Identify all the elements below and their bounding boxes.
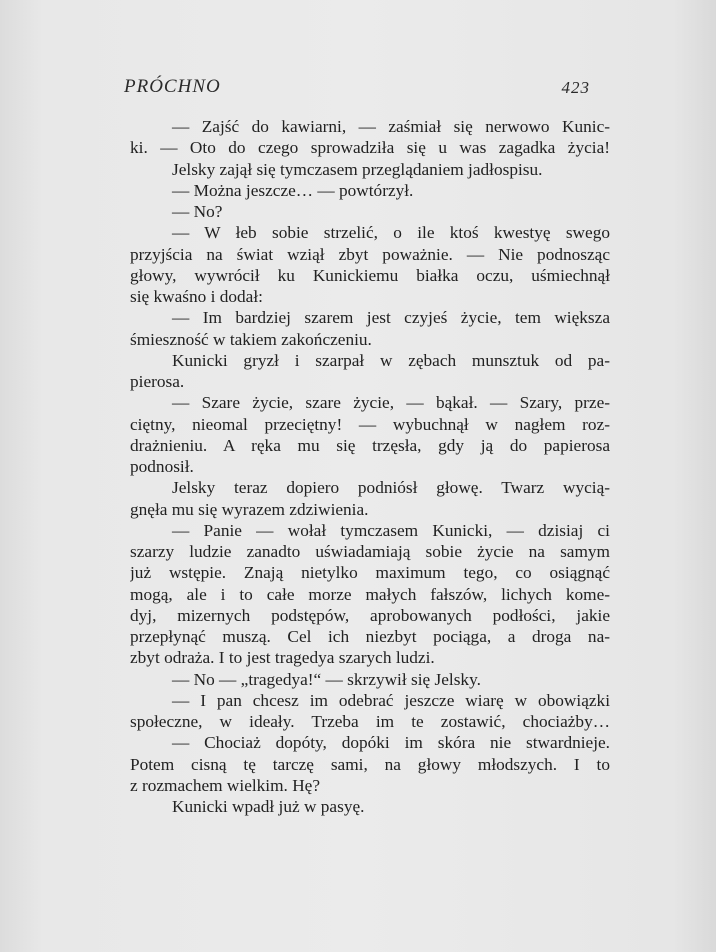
running-title: PRÓCHNO bbox=[124, 76, 221, 97]
text-line: — No? bbox=[172, 202, 223, 221]
text-line: Kunicki gryzł i szarpał w zębach munsztuk od pa- bbox=[172, 350, 610, 370]
text-line: — Im bardziej szarem jest czyjeś życie, tem większa bbox=[172, 308, 610, 328]
text-line: ciętny, nieomal przeciętny! — wybuchnął w nagłem roz- bbox=[130, 414, 610, 434]
text-line: z rozmachem wielkim. Hę? bbox=[130, 775, 321, 795]
text-line: się kwaśno i dodał: bbox=[130, 287, 263, 306]
text-line: dyj, mizernych podstępów, aprobowanych podłości, jakie bbox=[130, 605, 610, 625]
text-line: — Zajść do kawiarni, — zaśmiał się nerwowo Kunic- bbox=[172, 117, 610, 136]
text-line: — Szare życie, szare życie, — bąkał. — Szary, prze- bbox=[172, 393, 610, 413]
text-line: Potem cisną tę tarczę sami, na głowy młodszych. I to bbox=[130, 754, 610, 774]
text-line: śmieszność w takiem zakończeniu. bbox=[130, 329, 372, 349]
text-line: Jelsky teraz dopiero podniósł głowę. Twarz wycią- bbox=[172, 478, 610, 498]
text-line: już wstępie. Znają nietylko maximum tego, co osiągnąć bbox=[130, 563, 610, 583]
text-line: — Panie — wołał tymczasem Kunicki, — dzisiaj ci bbox=[172, 520, 610, 540]
text-line: gnęła mu się wyrazem zdziwienia. bbox=[130, 499, 369, 519]
text-line: — Chociaż dopóty, dopóki im skóra nie stwardnieje. bbox=[172, 733, 610, 753]
text-line: Jelsky zajął się tymczasem przeglądaniem jadłospisu. bbox=[172, 159, 543, 179]
text-line: — W łeb sobie strzelić, o ile ktoś kwestyę swego bbox=[172, 223, 610, 243]
text-line: przyjścia na świat wziął zbyt poważnie. — Nie podnosząc bbox=[130, 244, 610, 264]
text-line: przepłynąć muszą. Cel ich niezbyt pociąga, a droga na- bbox=[130, 627, 610, 646]
text-line: mogą, ale i to całe morze małych fałszów, lichych kome- bbox=[130, 584, 610, 604]
text-line: — No — „tragedya!“ — skrzywił się Jelsky. bbox=[172, 669, 481, 689]
text-line: podnosił. bbox=[130, 457, 194, 476]
text-line: — I pan chcesz im odebrać jeszcze wiarę w obowiązki bbox=[172, 690, 610, 710]
text-line: społeczne, w ideały. Trzeba im te zostawić, chociażby… bbox=[130, 712, 610, 731]
text-line: pierosa. bbox=[130, 372, 185, 391]
text-line: szarzy ludzie zanadto uświadamiają sobie życie na samym bbox=[130, 542, 610, 561]
text-line: Kunicki wpadł już w pasyę. bbox=[172, 797, 365, 816]
page-header bbox=[124, 76, 590, 102]
text-line: głowy, wywrócił ku Kunickiemu białka oczu, uśmiechnął bbox=[130, 265, 610, 285]
text-line: drażnieniu. A ręka mu się trzęsła, gdy ją do papierosa bbox=[130, 435, 610, 455]
text-line: ki. — Oto do czego sprowadziła się u was zagadka życia! bbox=[130, 138, 610, 158]
text-line: — Można jeszcze… — powtórzył. bbox=[172, 180, 414, 200]
body-text bbox=[130, 116, 610, 817]
page-number: 423 bbox=[561, 78, 590, 97]
text-line: zbyt odraża. I to jest tragedya szarych ludzi. bbox=[130, 648, 435, 668]
